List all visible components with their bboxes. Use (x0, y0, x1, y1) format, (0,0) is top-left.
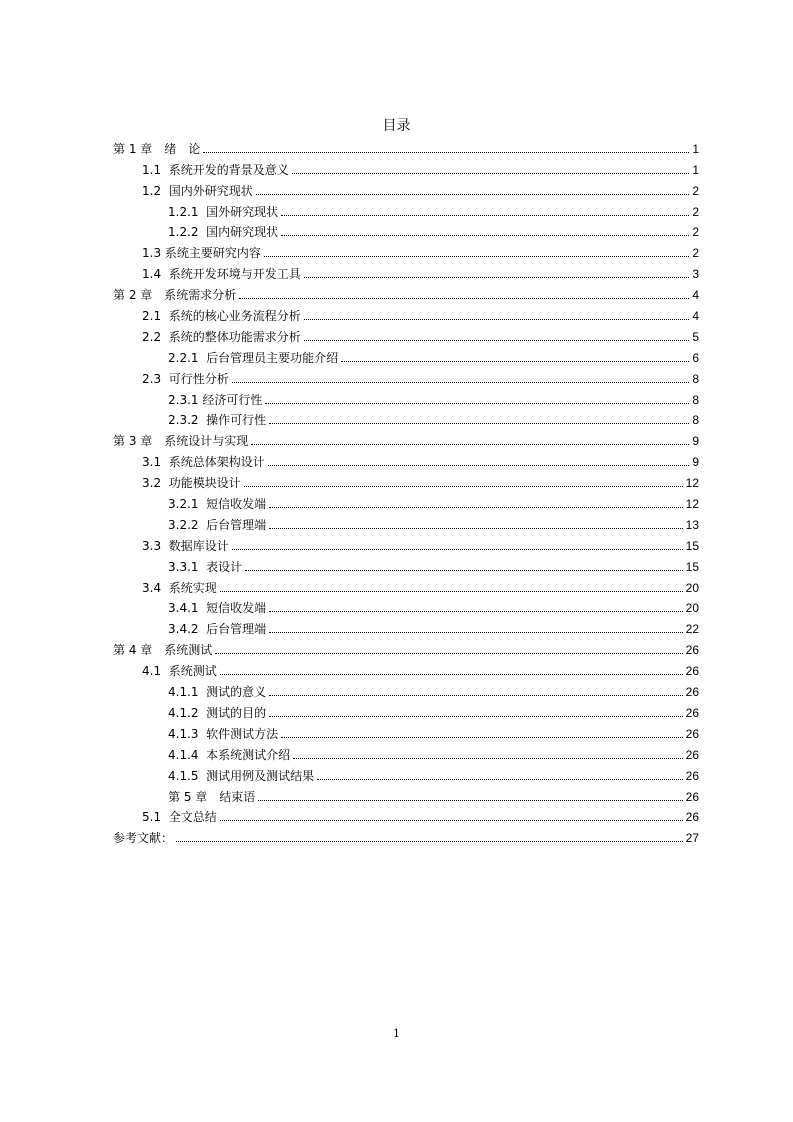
toc-entry-page: 8 (692, 413, 699, 428)
toc-entry-label: 4.1.4 本系统测试介绍 (168, 747, 291, 762)
toc-entry[interactable] (113, 743, 699, 764)
toc-entry-label: 3.2.1 短信收发端 (168, 497, 267, 512)
toc-dot-leader (220, 820, 683, 821)
toc-entry-page: 12 (685, 476, 699, 491)
toc-entry-label: 1.2 国内外研究现状 (142, 183, 253, 198)
toc-entry[interactable] (113, 722, 699, 743)
toc-dot-leader (292, 173, 690, 174)
toc-entry-page: 4 (692, 288, 699, 303)
toc-entry-label: 3.4.2 后台管理端 (168, 622, 267, 637)
toc-entry-label: 2.3.2 操作可行性 (168, 413, 267, 428)
toc-entry-page: 26 (685, 789, 699, 804)
toc-entry-page: 26 (685, 685, 699, 700)
toc-entry-label: 第 4 章 系统测试 (113, 643, 213, 658)
toc-entry-label: 第 3 章 系统设计与实现 (113, 434, 249, 449)
toc-entry-label: 4.1.1 测试的意义 (168, 685, 267, 700)
toc-entry-label: 2.2 系统的整体功能需求分析 (142, 329, 301, 344)
toc-entry-label: 4.1.2 测试的目的 (168, 705, 267, 720)
toc-dot-leader (269, 528, 682, 529)
toc-entry-label: 第 2 章 系统需求分析 (113, 288, 237, 303)
toc-entry[interactable] (113, 200, 699, 221)
toc-entry[interactable] (113, 471, 699, 492)
toc-entry-label: 1.4 系统开发环境与开发工具 (142, 267, 301, 282)
toc-dot-leader (269, 423, 689, 424)
toc-entry-label: 2.3 可行性分析 (142, 371, 229, 386)
toc-dot-leader (176, 841, 683, 842)
toc-entry-page: 26 (685, 705, 699, 720)
toc-dot-leader (265, 403, 689, 404)
toc-dot-leader (269, 611, 682, 612)
toc-dot-leader (256, 194, 690, 195)
toc-entry[interactable] (113, 701, 699, 722)
toc-entry-label: 5.1 全文总结 (142, 810, 217, 825)
toc-entry[interactable] (113, 388, 699, 409)
toc-entry-page: 15 (685, 538, 699, 553)
toc-entry-page: 6 (692, 350, 699, 365)
toc-entry[interactable] (113, 450, 699, 471)
toc-dot-leader (281, 215, 689, 216)
toc-entry[interactable] (113, 764, 699, 785)
toc-entry[interactable] (113, 680, 699, 701)
toc-entry-page: 20 (685, 580, 699, 595)
toc-entry[interactable] (113, 241, 699, 262)
toc-dot-leader (269, 695, 682, 696)
toc-entry-page: 9 (692, 455, 699, 470)
toc-dot-leader (293, 758, 682, 759)
toc-dot-leader (317, 779, 682, 780)
toc-entry[interactable] (113, 492, 699, 513)
toc-entry-page: 26 (685, 810, 699, 825)
toc-entry-label: 3.2 功能模块设计 (142, 476, 241, 491)
toc-entry-label: 2.3.1 经济可行性 (168, 392, 263, 407)
toc-dot-leader (232, 382, 690, 383)
toc-entry[interactable] (113, 367, 699, 388)
toc-entry-label: 3.3.1 表设计 (168, 559, 243, 574)
toc-entry-label: 2.2.1 后台管理员主要功能介绍 (168, 350, 339, 365)
toc-entry-page: 2 (692, 246, 699, 261)
toc-entry[interactable] (113, 346, 699, 367)
toc-entry[interactable] (113, 304, 699, 325)
toc-entry[interactable] (113, 283, 699, 304)
toc-entry-label: 第 1 章 绪 论 (113, 141, 201, 156)
toc-entry-page: 15 (685, 559, 699, 574)
toc-entry-label: 1.2.1 国外研究现状 (168, 204, 279, 219)
toc-entry[interactable] (113, 429, 699, 450)
toc-entry[interactable] (113, 513, 699, 534)
toc-dot-leader (220, 591, 683, 592)
toc-entry-label: 3.4.1 短信收发端 (168, 601, 267, 616)
toc-dot-leader (251, 444, 689, 445)
toc-entry[interactable] (113, 158, 699, 179)
toc-dot-leader (304, 340, 690, 341)
toc-entry[interactable] (113, 325, 699, 346)
toc-entry-page: 5 (692, 329, 699, 344)
toc-entry-label: 2.1 系统的核心业务流程分析 (142, 309, 301, 324)
toc-entry-page: 3 (692, 267, 699, 282)
toc-dot-leader (269, 632, 682, 633)
toc-dot-leader (269, 716, 682, 717)
toc-dot-leader (215, 653, 682, 654)
toc-entry-page: 2 (692, 225, 699, 240)
toc-entry-page: 26 (685, 664, 699, 679)
toc-entry-page: 2 (692, 183, 699, 198)
toc-dot-leader (269, 507, 682, 508)
toc-dot-leader (245, 570, 682, 571)
toc-entry-label: 3.3 数据库设计 (142, 538, 229, 553)
toc-dot-leader (203, 152, 689, 153)
toc-entry[interactable] (113, 262, 699, 283)
toc-entry[interactable] (113, 221, 699, 242)
toc-entry[interactable] (113, 576, 699, 597)
toc-entry[interactable] (113, 409, 699, 430)
toc-entry[interactable] (113, 555, 699, 576)
toc-entry[interactable] (113, 534, 699, 555)
toc-title: 目录 (382, 118, 411, 134)
toc-entry[interactable] (113, 137, 699, 158)
toc-dot-leader (220, 674, 683, 675)
toc-entry-label: 1.1 系统开发的背景及意义 (142, 162, 289, 177)
toc-entry[interactable] (113, 826, 699, 847)
toc-dot-leader (232, 549, 683, 550)
toc-entry-page: 8 (692, 392, 699, 407)
toc-entry[interactable] (113, 806, 699, 827)
toc-entry-label: 3.1 系统总体架构设计 (142, 455, 265, 470)
toc-dot-leader (239, 298, 689, 299)
page-number: 1 (393, 1027, 400, 1040)
toc-entry-page: 8 (692, 371, 699, 386)
toc-entry-page: 22 (685, 622, 699, 637)
toc-entry-label: 3.2.2 后台管理端 (168, 517, 267, 532)
toc-entry-page: 9 (692, 434, 699, 449)
toc-dot-leader (264, 256, 689, 257)
toc-entry-page: 1 (692, 162, 699, 177)
toc-entry-page: 26 (685, 768, 699, 783)
toc-entry-label: 4.1.5 测试用例及测试结果 (168, 768, 315, 783)
toc-entry-label: 参考文献： (113, 831, 174, 846)
toc-dot-leader (258, 800, 682, 801)
toc-entry-page: 26 (685, 726, 699, 741)
toc-dot-leader (281, 235, 689, 236)
toc-entry-label: 3.4 系统实现 (142, 580, 217, 595)
toc-entry-page: 13 (685, 517, 699, 532)
toc-entry-page: 4 (692, 309, 699, 324)
toc-dot-leader (281, 737, 682, 738)
toc-entry[interactable] (113, 659, 699, 680)
toc-entry-label: 1.3 系统主要研究内容 (142, 246, 261, 261)
toc-dot-leader (244, 486, 683, 487)
toc-entry-page: 1 (692, 141, 699, 156)
toc-entry[interactable] (113, 617, 699, 638)
toc-entry[interactable] (113, 638, 699, 659)
toc-entry-page: 26 (685, 643, 699, 658)
toc-entry-label: 4.1 系统测试 (142, 664, 217, 679)
toc-entry-page: 2 (692, 204, 699, 219)
toc-entry[interactable] (113, 597, 699, 618)
toc-dot-leader (304, 277, 690, 278)
table-of-contents (113, 137, 699, 847)
toc-entry-label: 第 5 章 结束语 (168, 789, 256, 804)
toc-entry-label: 1.2.2 国内研究现状 (168, 225, 279, 240)
toc-entry-page: 27 (685, 831, 699, 846)
toc-entry-page: 12 (685, 497, 699, 512)
toc-entry[interactable] (113, 785, 699, 806)
toc-dot-leader (304, 319, 690, 320)
toc-dot-leader (268, 465, 690, 466)
toc-entry-page: 20 (685, 601, 699, 616)
toc-dot-leader (341, 361, 689, 362)
toc-entry-label: 4.1.3 软件测试方法 (168, 726, 279, 741)
toc-entry-page: 26 (685, 747, 699, 762)
toc-entry[interactable] (113, 179, 699, 200)
